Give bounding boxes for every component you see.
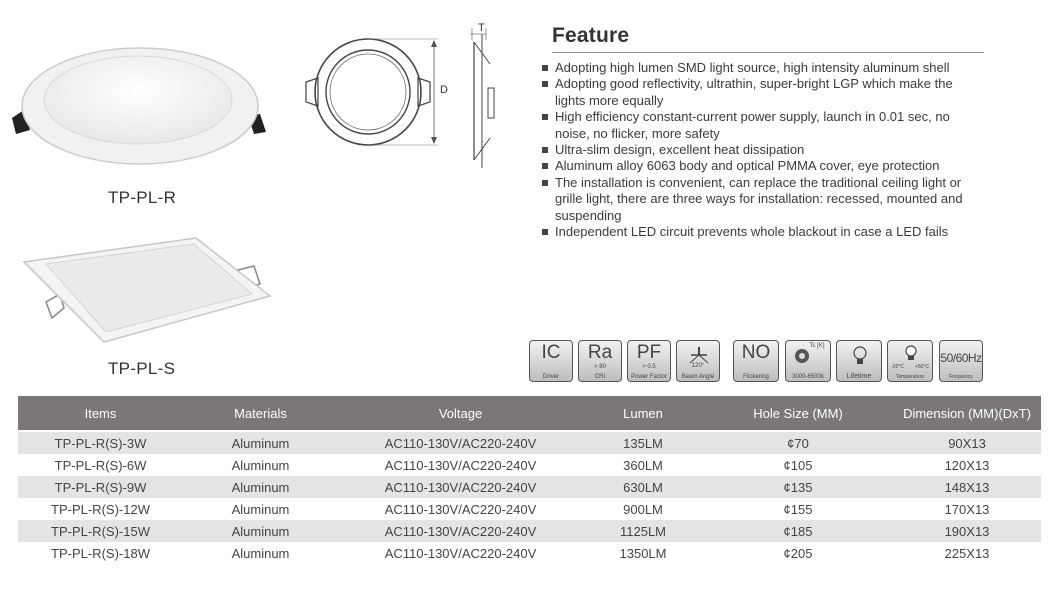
- badge-beam-caption: Beam Angle: [681, 374, 715, 380]
- cell-voltage: AC110-130V/AC220-240V: [338, 431, 583, 454]
- feature-divider: [552, 52, 984, 53]
- table-row: [18, 431, 1041, 454]
- badge-cri: [578, 340, 622, 382]
- thickness-label: T: [478, 22, 485, 34]
- header-dimension: Dimension (MM)(DxT): [893, 396, 1041, 431]
- badge-ra-caption: CRI: [594, 374, 606, 380]
- bulb-icon: [792, 347, 812, 365]
- cell-dimension: 170X13: [944, 501, 990, 517]
- feature-item: Aluminum alloy 6063 body and optical PMMA cover, eye protection: [540, 158, 985, 174]
- cell-dimension: 90X13: [893, 431, 1041, 454]
- lamp-icon: [850, 344, 870, 368]
- badge-no-caption: Flickering: [743, 374, 769, 380]
- feature-title: Feature: [552, 24, 630, 47]
- cell-dimension: 120X13: [944, 457, 990, 473]
- cell-hole-size: ¢70: [703, 431, 893, 454]
- cell-material: Aluminum: [231, 457, 290, 473]
- feature-item: Adopting good reflectivity, ultrathin, super-bright LGP which make the lights more equally: [540, 76, 985, 109]
- cell-voltage: AC110-130V/AC220-240V: [384, 545, 537, 561]
- badge-no-flicker: [733, 340, 779, 382]
- feature-item: Ultra-slim design, excellent heat dissipation: [540, 142, 985, 158]
- feature-item: The installation is convenient, can replace the traditional ceiling light or grille light, there are three ways for installation: recessed, mounted and suspending: [540, 175, 985, 224]
- cell-item: TP-PL-R(S)-9W: [18, 476, 183, 498]
- cell-item: TP-PL-R(S)-12W: [51, 501, 150, 517]
- cell-lumen: 630LM: [583, 476, 703, 498]
- table-row: [18, 520, 1041, 542]
- badge-beam-angle: [676, 340, 720, 382]
- badge-temperature: [887, 340, 933, 382]
- cell-dimension: 225X13: [944, 545, 990, 561]
- feature-item: Adopting high lumen SMD light source, high intensity aluminum shell: [540, 60, 985, 76]
- badge-no-text: NO: [741, 342, 771, 363]
- table-row: [18, 476, 1041, 498]
- product-label-square: TP-PL-S: [108, 359, 176, 378]
- cell-lumen: 360LM: [623, 457, 663, 473]
- cell-hole-size: ¢105: [783, 457, 813, 473]
- header-voltage: Voltage: [338, 396, 583, 431]
- dimension-drawing: [296, 20, 496, 180]
- badge-beam-value: 120°: [691, 363, 705, 369]
- cell-lumen: 1125LM: [583, 520, 703, 542]
- badge-freq-text: 50/60Hz: [940, 351, 982, 365]
- cell-item: TP-PL-R(S)-15W: [18, 520, 183, 542]
- badge-ra-text: Ra: [587, 342, 613, 363]
- cell-material: Aluminum: [231, 501, 290, 517]
- cell-lumen: 1350LM: [619, 545, 667, 561]
- badge-pf-text: PF: [636, 342, 662, 363]
- cell-material: Aluminum: [183, 520, 338, 542]
- cell-item: TP-PL-R(S)-18W: [51, 545, 150, 561]
- badge-ra-value: > 80: [594, 364, 606, 370]
- badge-frequency: [939, 340, 983, 382]
- badge-lifetime: [836, 340, 882, 382]
- badge-tc-caption: 3000-6500k: [792, 374, 824, 380]
- square-panel-image: [16, 228, 278, 350]
- badge-power-factor: [627, 340, 671, 382]
- product-label-round: TP-PL-R: [108, 188, 177, 207]
- cell-lumen: 135LM: [583, 431, 703, 454]
- table-row: [18, 454, 1041, 476]
- header-lumen: Lumen: [583, 396, 703, 431]
- badge-tc-tag: Tc [K]: [809, 343, 825, 349]
- header-items: Items: [18, 396, 183, 431]
- cell-item: TP-PL-R(S)-6W: [54, 457, 147, 473]
- badge-freq-caption: Frequency: [949, 374, 973, 380]
- cell-voltage: AC110-130V/AC220-240V: [338, 476, 583, 498]
- badge-pf-caption: Power Factor: [631, 374, 667, 380]
- badge-color-temp: [785, 340, 831, 382]
- cell-hole-size: ¢155: [783, 501, 813, 517]
- badge-temp-low: -20°C: [891, 364, 904, 370]
- diameter-label: D: [440, 84, 448, 96]
- badge-temp-high: +50°C: [914, 364, 929, 370]
- table-header-row: [18, 396, 1041, 431]
- badge-lifetime-caption: Lifetime: [846, 373, 872, 380]
- cell-lumen: 900LM: [623, 501, 663, 517]
- temperature-icon: [902, 344, 920, 362]
- cell-hole-size: ¢205: [783, 545, 813, 561]
- cell-hole-size: ¢135: [703, 476, 893, 498]
- cell-voltage: AC110-130V/AC220-240V: [384, 457, 537, 473]
- spec-table: [18, 396, 1041, 564]
- header-materials: Materials: [183, 396, 338, 431]
- badge-temp-caption: Temperature: [895, 374, 925, 380]
- beam-angle-icon: [687, 345, 711, 365]
- table-row: [18, 542, 1041, 564]
- cell-material: Aluminum: [183, 476, 338, 498]
- round-panel-image: [4, 44, 276, 194]
- cell-dimension: 148X13: [893, 476, 1041, 498]
- badge-ic-caption: Driver: [543, 374, 559, 380]
- cell-voltage: AC110-130V/AC220-240V: [384, 501, 537, 517]
- cell-dimension: 190X13: [893, 520, 1041, 542]
- cell-hole-size: ¢185: [703, 520, 893, 542]
- cell-material: Aluminum: [183, 431, 338, 454]
- feature-item: High efficiency constant-current power supply, launch in 0.01 sec, no noise, no flicker, more safety: [540, 109, 985, 142]
- cell-item: TP-PL-R(S)-3W: [18, 431, 183, 454]
- feature-item: Independent LED circuit prevents whole blackout in case a LED fails: [540, 224, 985, 240]
- feature-list: [540, 60, 985, 240]
- table-row: [18, 498, 1041, 520]
- cell-voltage: AC110-130V/AC220-240V: [338, 520, 583, 542]
- cell-material: Aluminum: [231, 545, 290, 561]
- badge-ic-text: IC: [541, 342, 561, 363]
- badge-ic-driver: [529, 340, 573, 382]
- badge-pf-value: > 0.5: [642, 364, 656, 370]
- header-hole-size: Hole Size (MM): [703, 396, 893, 431]
